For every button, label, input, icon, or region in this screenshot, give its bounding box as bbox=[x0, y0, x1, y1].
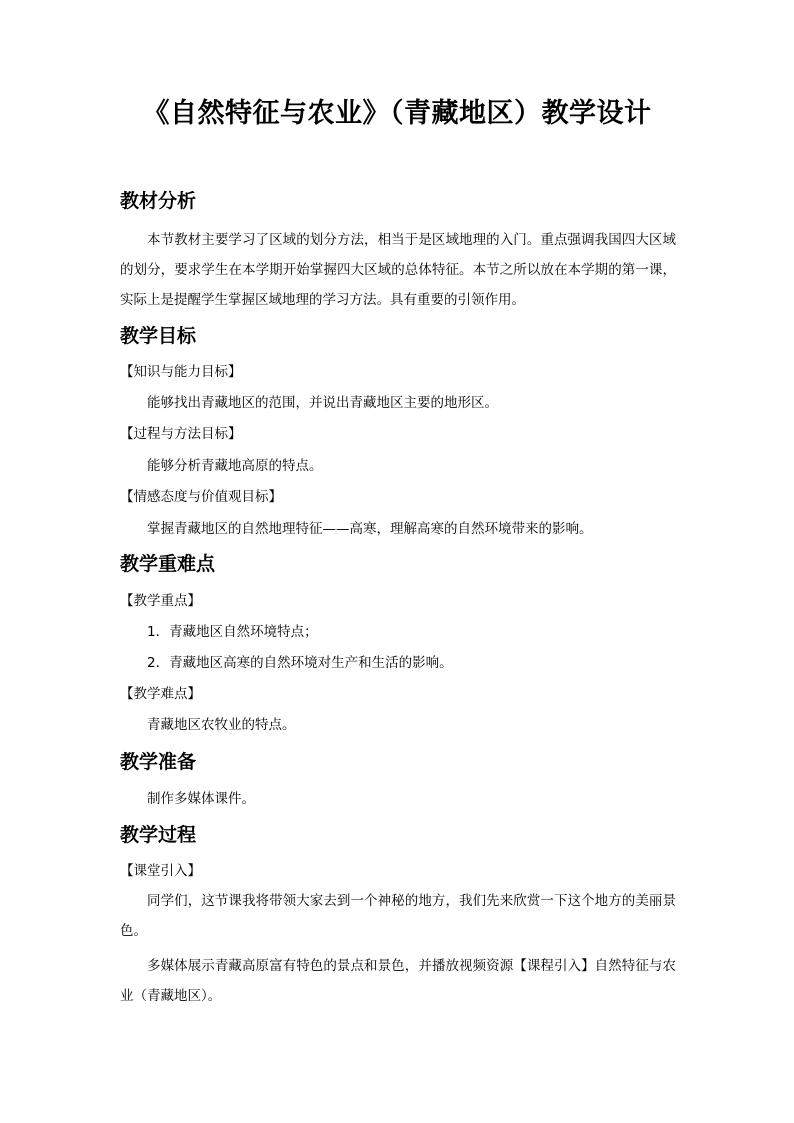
heading-process: 教学过程 bbox=[120, 824, 197, 846]
key-item-2: 2．青藏地区高寒的自然环境对生产和生活的影响。 bbox=[147, 655, 453, 671]
goal-process-text: 能够分析青藏地高原的特点。 bbox=[147, 458, 323, 474]
key-label: 【教学重点】 bbox=[120, 593, 201, 609]
heading-preparation: 教学准备 bbox=[120, 751, 197, 773]
difficulty-label: 【教学难点】 bbox=[120, 686, 201, 702]
goal-emotion-label: 【情感态度与价值观目标】 bbox=[120, 489, 282, 505]
process-paragraph-1: 同学们，这节课我将带领大家去到一个神秘的地方，我们先来欣赏一下这个地方的美丽景色。 bbox=[120, 893, 676, 939]
document-title: 《自然特征与农业》（青藏地区）教学设计 bbox=[142, 98, 652, 129]
heading-goals: 教学目标 bbox=[120, 325, 197, 347]
difficulty-text: 青藏地区农牧业的特点。 bbox=[147, 717, 296, 733]
analysis-paragraph: 本节教材主要学习了区域的划分方法，相当于是区域地理的入门。重点强调我国四大区域的划分，要求学生在本学期开始掌握四大区域的总体特征。本节之所以放在本学期的第一课，实际上是提醒学生掌握区域地理的学习方法。具有重要的引领作用。 bbox=[120, 232, 676, 308]
goal-emotion-text: 掌握青藏地区的自然地理特征——高寒，理解高寒的自然环境带来的影响。 bbox=[147, 521, 593, 537]
goal-knowledge-label: 【知识与能力目标】 bbox=[120, 364, 242, 380]
goal-knowledge-text: 能够找出青藏地区的范围，并说出青藏地区主要的地形区。 bbox=[147, 395, 498, 411]
process-paragraph-2: 多媒体展示青藏高原富有特色的景点和景色，并播放视频资源【课程引入】自然特征与农业（青藏地区）。 bbox=[120, 958, 676, 1004]
preparation-text: 制作多媒体课件。 bbox=[147, 791, 255, 807]
goal-process-label: 【过程与方法目标】 bbox=[120, 426, 242, 442]
intro-label: 【课堂引入】 bbox=[120, 863, 201, 879]
key-item-1: 1．青藏地区自然环境特点； bbox=[147, 624, 318, 640]
heading-analysis: 教材分析 bbox=[120, 190, 197, 212]
heading-key-points: 教学重难点 bbox=[120, 553, 216, 575]
